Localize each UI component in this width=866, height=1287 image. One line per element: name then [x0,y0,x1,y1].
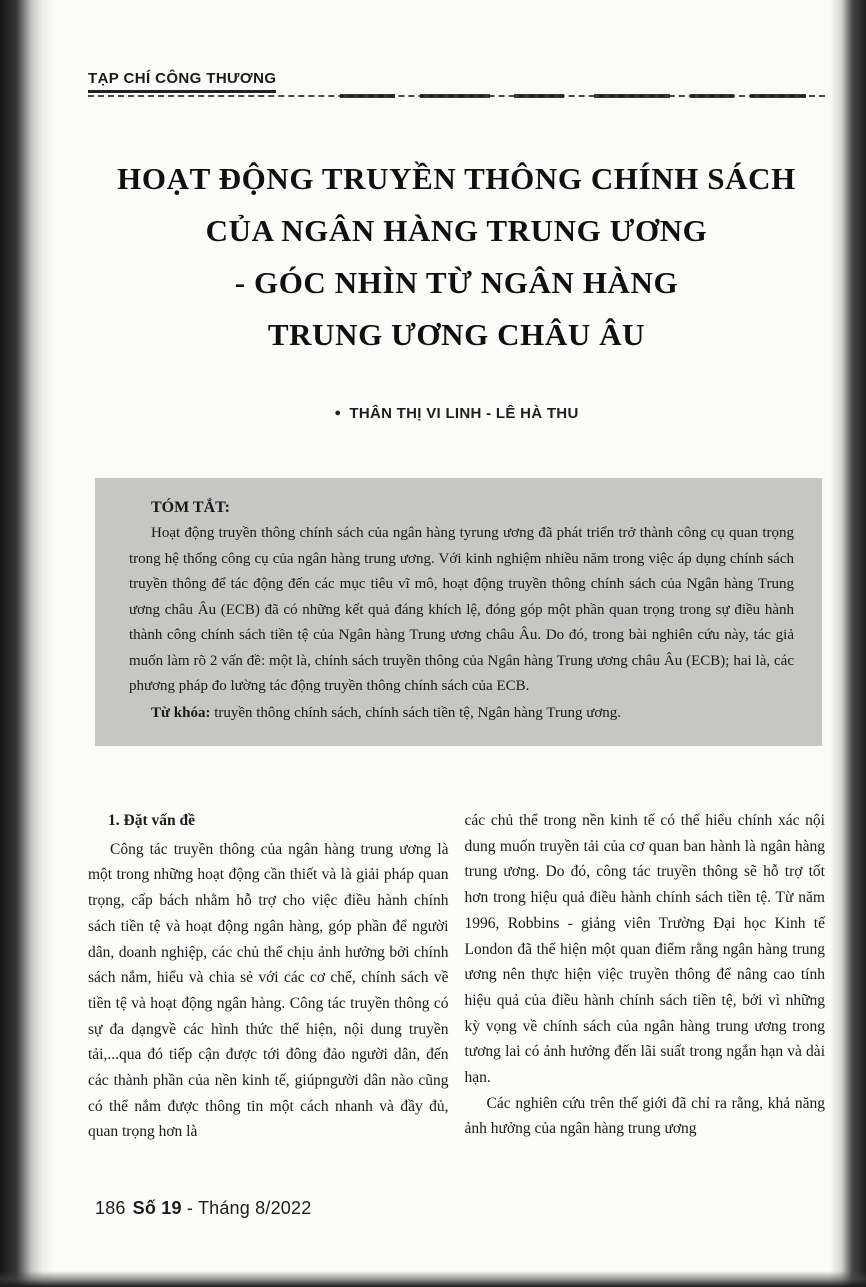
paragraph: Các nghiên cứu trên thế giới đã chỉ ra rằng, khả năng ảnh hưởng của ngân hàng trung ương [464,1094,825,1138]
body-columns [88,808,825,1145]
rule-blot [340,94,395,98]
paragraph: Công tác truyền thông của ngân hàng trung ương là một trong những hoạt động cần thiết và là giải pháp quan trọng, cấp bách nhằm hỗ trợ cho việc điều hành chính sách tiền tệ và hoạt động ngân hàng, góp phần để người dân, doanh nghiệp, các chủ thể chịu ảnh hưởng bởi chính sách nắm, hiểu và chia sẻ với các cơ chế, chính sách về tiền tệ và hoạt động ngân hàng. Công tác truyền thông có sự đa dạngvề các hình thức thể hiện, nội dung truyền tải,...qua đó tiếp cận được tới đông đảo người dân, đến các thành phần của nền kinh tế, giúpngười dân nào cũng có thể nắm được thông tin một cách nhanh và đầy đủ, quan trọng hơn là [88,840,449,1141]
author-line [88,405,825,422]
article-title [88,153,825,361]
author-bullet-icon: ● [334,407,342,419]
body-column-right [465,808,826,1145]
author-names: THÂN THỊ VI LINH - LÊ HÀ THU [349,405,579,422]
title-line-3: - GÓC NHÌN TỪ NGÂN HÀNG [234,265,679,300]
issue-label: Số 19 [132,1198,182,1218]
header-rule [88,95,825,103]
section-heading: 1. Đặt vấn đề [108,812,195,829]
abstract-keywords [129,701,794,727]
title-line-2: CỦA NGÂN HÀNG TRUNG ƯƠNG [205,213,708,248]
rule-blot [750,94,806,98]
page-number: 186 [95,1198,126,1218]
journal-header-row [88,70,825,103]
abstract-box [95,478,822,746]
journal-header: TẠP CHÍ CÔNG THƯƠNG [88,70,276,93]
scan-edge-left [0,0,54,1287]
abstract-heading: TÓM TẮT: [151,499,230,516]
title-line-4: TRUNG ƯƠNG CHÂU ÂU [267,317,646,352]
rule-blot [594,94,670,98]
page-content [88,0,825,1145]
keywords-label: Từ khóa: [151,704,211,721]
keywords-text: truyền thông chính sách, chính sách tiền tệ, Ngân hàng Trung ương. [214,704,622,721]
scan-edge-right [830,0,866,1287]
page-footer [95,1198,311,1219]
body-column-left [88,808,449,1145]
abstract-body: Hoạt động truyền thông chính sách của ngân hàng tyrung ương đã phát triển trở thành công cụ quan trọng trong hệ thống công cụ của ngân hàng trung ương. Với kinh nghiệm nhiều năm trong việc áp dụng chính sách truyền thông để tác động đến các mục tiêu vĩ mô, hoạt động truyền thông chính sách của Ngân hàng Trung ương châu Âu (ECB) đã có những kết quả đáng khích lệ, đóng góp một phần quan trọng trong sự điều hành thành công chính sách tiền tệ của Ngân hàng Trung ương châu Âu. Do đó, trong bài nghiên cứu này, tác giả muốn làm rõ 2 vấn đề: một là, chính sách truyền thông của Ngân hàng Trung ương châu Âu (ECB); hai là, các phương pháp đo lường tác động truyền thông chính sách của ECB. [129,525,794,694]
scan-edge-bottom [0,1271,866,1287]
title-line-1: HOẠT ĐỘNG TRUYỀN THÔNG CHÍNH SÁCH [117,161,796,196]
rule-blot [690,94,734,98]
rule-blot [420,94,490,98]
paragraph: các chủ thể trong nền kinh tế có thể hiểu chính xác nội dung muốn truyền tải của cơ quan ban hành là ngân hàng trung ương. Do đó, công tác truyền thông sẽ hỗ trợ tốt hơn trong hiệu quả điều hành chính sách tiền tệ. Từ năm 1996, Robbins - giảng viên Trường Đại học Kinh tế London đã thể hiện một quan điểm rằng ngân hàng trung ương nên thực hiện việc truyền thông để nâng cao tính hiệu quả của điều hành chính sách tiền tệ, bởi vì những kỳ vọng về chính sách của ngân hàng trung ương trong tương lai có ảnh hưởng đến lãi suất trong ngắn hạn và dài hạn. [464,812,825,1087]
rule-blot [514,94,564,98]
issue-date: - Tháng 8/2022 [186,1198,312,1218]
